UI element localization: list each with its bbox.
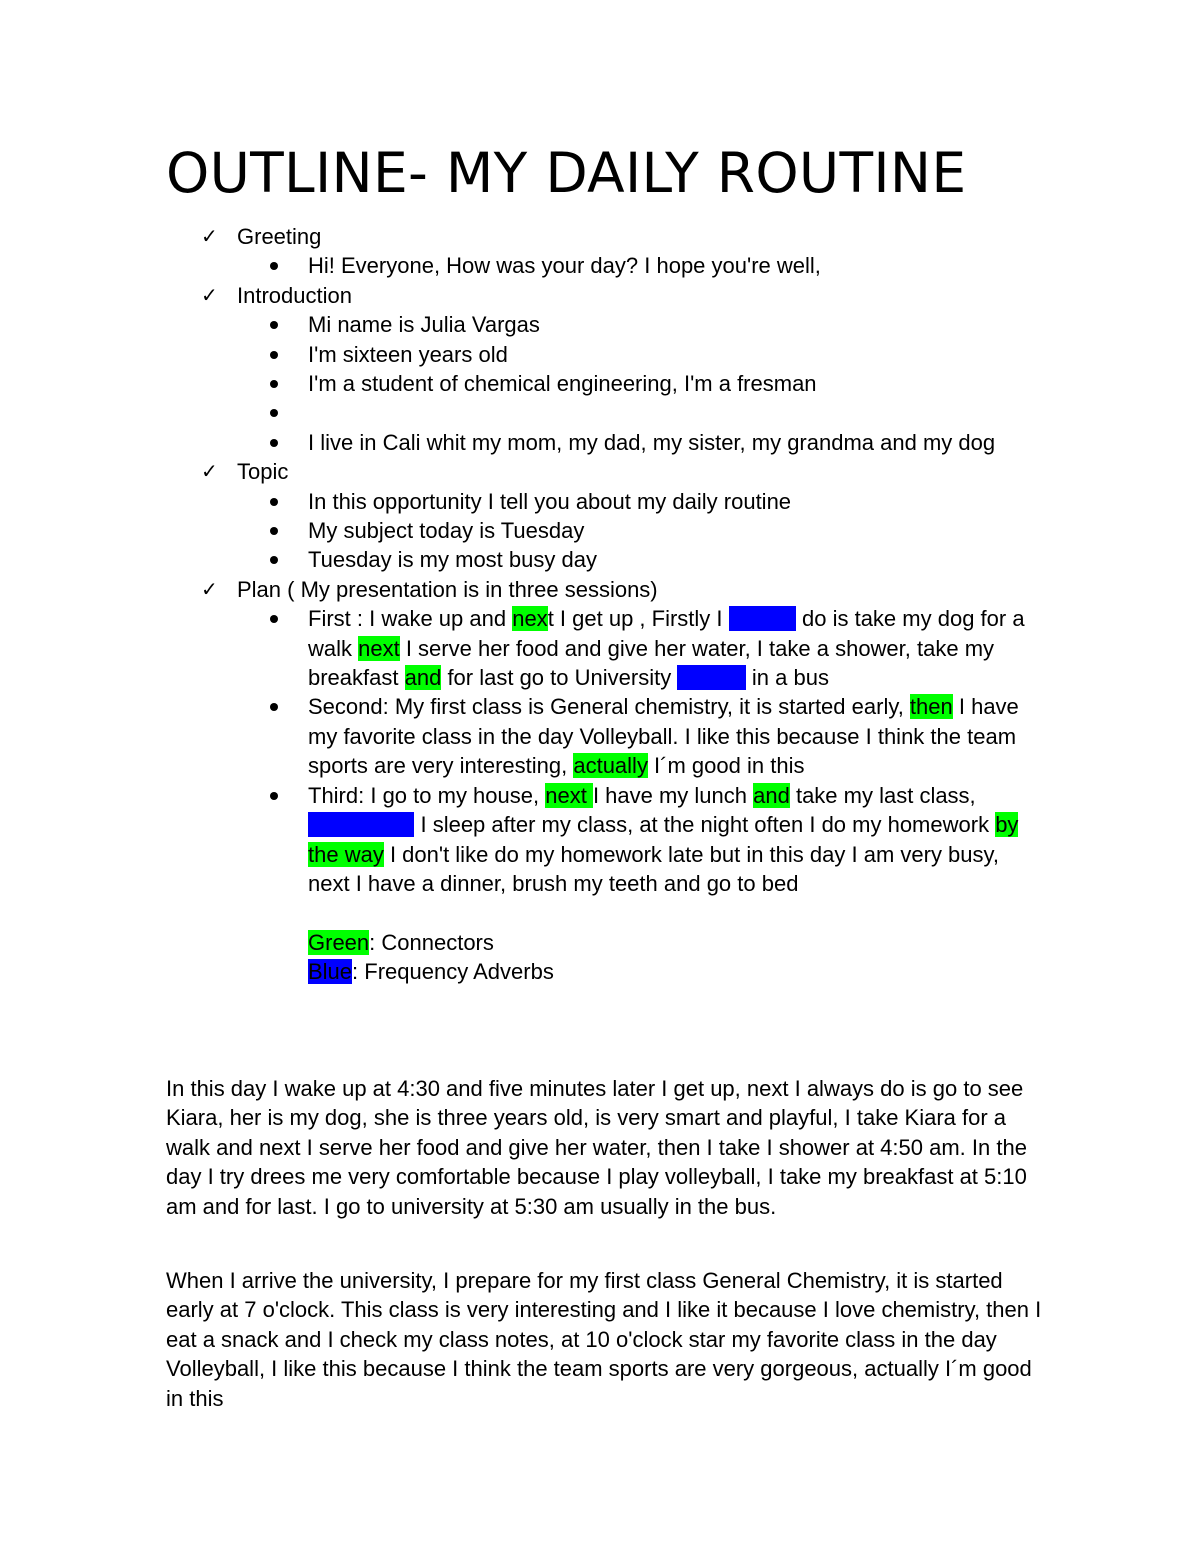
section-label: Plan ( My presentation is in three sessions) bbox=[237, 576, 658, 602]
section-plan bbox=[0, 575, 1200, 604]
connector-highlight: and bbox=[404, 665, 442, 691]
text-run: take my last class, bbox=[789, 782, 976, 808]
connector-highlight: next bbox=[358, 635, 400, 661]
text-run: I don't like do my homework late but in this day I am very busy, next I have a dinner, brush my teeth and go to bed bbox=[308, 841, 1000, 896]
text-run: Third: I go to my house, bbox=[308, 782, 546, 808]
list-item-text: In this opportunity I tell you about my daily routine bbox=[308, 488, 792, 514]
checkmark-icon: ✓ bbox=[201, 224, 218, 248]
connector-highlight: actually bbox=[573, 753, 648, 779]
outline-list bbox=[0, 222, 1200, 987]
text-run: I´m good in this bbox=[647, 753, 805, 779]
list-item-text: Hi! Everyone, How was your day? I hope you're well, bbox=[308, 253, 821, 279]
plan-second-item bbox=[0, 692, 1033, 780]
list-item bbox=[0, 310, 1033, 339]
bullet-icon bbox=[270, 498, 278, 506]
list-item bbox=[0, 428, 1033, 457]
list-item bbox=[0, 251, 1033, 280]
text-run: do is take my dog for a walk bbox=[308, 606, 1025, 661]
connector-highlight: then bbox=[909, 694, 953, 720]
bullet-icon bbox=[270, 380, 278, 388]
list-item bbox=[0, 340, 1033, 369]
bullet-icon bbox=[270, 321, 278, 329]
list-item-text: I'm sixteen years old bbox=[308, 341, 508, 367]
text-run: Second: My first class is General chemistry, it is started early, bbox=[308, 694, 910, 720]
text-run: First : I wake up and bbox=[308, 606, 513, 632]
body-paragraph: In this day I wake up at 4:30 and five minutes later I get up, next I always do is go to see Kiara, her is my dog, she is three years old, is very smart and playful, I take Kiara for a walk and next I serve her food and give her water, then I take I shower at 4:50 am. In the day I try drees me very comfortable because I play volleyball, I take my breakfast at 5:10 am and for last. I go to university at 5:30 am usually in the bus. bbox=[166, 1076, 1027, 1219]
connector-highlight: by the way bbox=[308, 812, 1019, 867]
bullet-icon bbox=[270, 439, 278, 447]
list-item-text: My subject today is Tuesday bbox=[308, 518, 585, 544]
list-item bbox=[0, 516, 1033, 545]
legend-green-swatch: Green bbox=[308, 929, 370, 955]
section-topic bbox=[0, 457, 1200, 486]
bullet-icon bbox=[270, 615, 278, 623]
adverb-highlight: usually bbox=[677, 665, 746, 691]
text-run: I sleep after my class, at the night often I do my homework bbox=[414, 812, 996, 838]
list-item bbox=[0, 369, 1033, 398]
connector-highlight: and bbox=[753, 782, 790, 808]
section-label: Topic bbox=[237, 459, 289, 485]
plan-third-item bbox=[0, 781, 1033, 899]
text-run: I serve her food and give her water, I take a shower, take my breakfast bbox=[308, 635, 995, 691]
legend-blue-text: : Frequency Adverbs bbox=[352, 959, 554, 985]
section-label: Greeting bbox=[237, 224, 322, 249]
checkmark-icon: ✓ bbox=[201, 282, 218, 307]
list-item bbox=[0, 487, 1033, 516]
section-greeting bbox=[0, 222, 1200, 251]
list-item-text: I live in Cali whit my mom, my dad, my sister, my grandma and my dog bbox=[308, 429, 996, 455]
color-legend bbox=[0, 928, 1200, 987]
bullet-icon bbox=[270, 262, 278, 270]
legend-blue-swatch: Blue bbox=[308, 959, 353, 985]
section-label: Introduction bbox=[237, 282, 352, 308]
text-run: t I get up , Firstly I bbox=[547, 606, 729, 632]
legend-green-text: : Connectors bbox=[369, 929, 494, 955]
bullet-icon bbox=[270, 409, 278, 417]
bullet-icon bbox=[270, 792, 278, 800]
list-item-text: Tuesday is my most busy day bbox=[308, 547, 597, 573]
bullet-icon bbox=[270, 527, 278, 535]
bullet-icon bbox=[270, 351, 278, 359]
adverb-highlight: always bbox=[728, 606, 796, 632]
checkmark-icon: ✓ bbox=[201, 576, 218, 601]
list-item bbox=[0, 545, 1033, 574]
list-item-empty bbox=[0, 398, 1033, 427]
page-title: OUTLINE- MY DAILY ROUTINE bbox=[166, 141, 967, 205]
text-run: I have my favorite class in the day Volleyball. I like this because I think the team sports are very interesting, bbox=[308, 694, 1019, 779]
legend-green bbox=[308, 928, 1200, 957]
bullet-icon bbox=[270, 556, 278, 564]
text-run: for last go to University bbox=[441, 665, 678, 691]
text-run: I have my lunch bbox=[592, 782, 754, 808]
section-introduction bbox=[0, 281, 1200, 310]
checkmark-icon: ✓ bbox=[201, 459, 218, 484]
list-item-text: I'm a student of chemical engineering, I'm a fresman bbox=[308, 371, 817, 397]
plan-first-item bbox=[0, 604, 1033, 692]
adverb-highlight: sometimes bbox=[308, 812, 415, 838]
bullet-icon bbox=[270, 703, 278, 711]
connector-highlight: next bbox=[545, 782, 593, 808]
legend-blue bbox=[308, 957, 1200, 986]
connector-highlight: nex bbox=[512, 606, 548, 632]
body-paragraph: When I arrive the university, I prepare for my first class General Chemistry, it is started early at 7 o'clock. This class is very interesting and I like it because I love chemistry, then I eat a snack and I check my class notes, at 10 o'clock star my favorite class in the day Volleyball, I like this because I think the team sports are very gorgeous, actually I´m good in this bbox=[166, 1268, 1042, 1411]
list-item-text: Mi name is Julia Vargas bbox=[308, 312, 540, 338]
text-run: in a bus bbox=[745, 665, 829, 691]
